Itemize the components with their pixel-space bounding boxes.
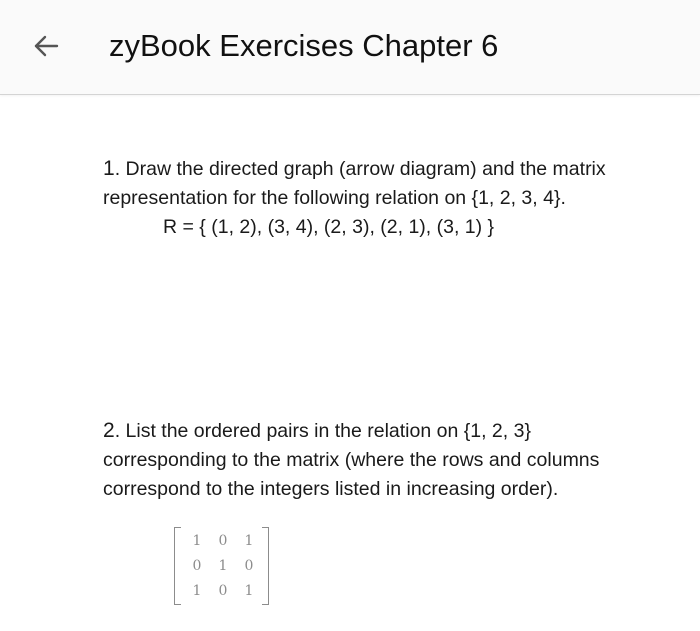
problem-2-line-3: correspond to the integers listed in increasing order). — [103, 478, 559, 500]
problem-text: . List the ordered pairs in the relation on {1, 2, 3} — [114, 420, 531, 442]
app-bar — [0, 0, 700, 95]
matrix-cell: 0 — [192, 558, 202, 574]
problem-2 — [103, 416, 683, 504]
matrix-cell: 1 — [192, 583, 202, 599]
back-button[interactable] — [26, 28, 66, 64]
problem-2-line-2: corresponding to the matrix (where the rows and columns — [103, 449, 600, 471]
matrix-cell: 0 — [218, 533, 228, 549]
problem-1-line-1 — [103, 154, 683, 184]
matrix-cell: 1 — [244, 533, 254, 549]
page-title: zyBook Exercises Chapter 6 — [109, 28, 499, 63]
problem-1 — [103, 154, 683, 242]
matrix-cell: 1 — [218, 558, 228, 574]
relation-definition: R = { (1, 2), (3, 4), (2, 3), (2, 1), (3, 1) } — [163, 216, 495, 238]
matrix-cell: 1 — [192, 533, 202, 549]
problem-2-line-1 — [103, 416, 683, 446]
problem-number: 1 — [103, 157, 115, 180]
matrix-cell: 0 — [218, 583, 228, 599]
matrix-cell: 0 — [244, 558, 254, 574]
problem-text: . Draw the directed graph (arrow diagram) and the matrix — [114, 158, 606, 180]
arrow-left-icon — [33, 34, 59, 58]
matrix-left-bracket — [174, 527, 181, 605]
problem-1-line-2: representation for the following relation on {1, 2, 3, 4}. — [103, 187, 566, 209]
relation-matrix — [172, 527, 272, 607]
matrix-grid — [184, 529, 262, 604]
matrix-cell: 1 — [244, 583, 254, 599]
problem-number: 2 — [103, 419, 115, 442]
matrix-right-bracket — [262, 527, 269, 605]
